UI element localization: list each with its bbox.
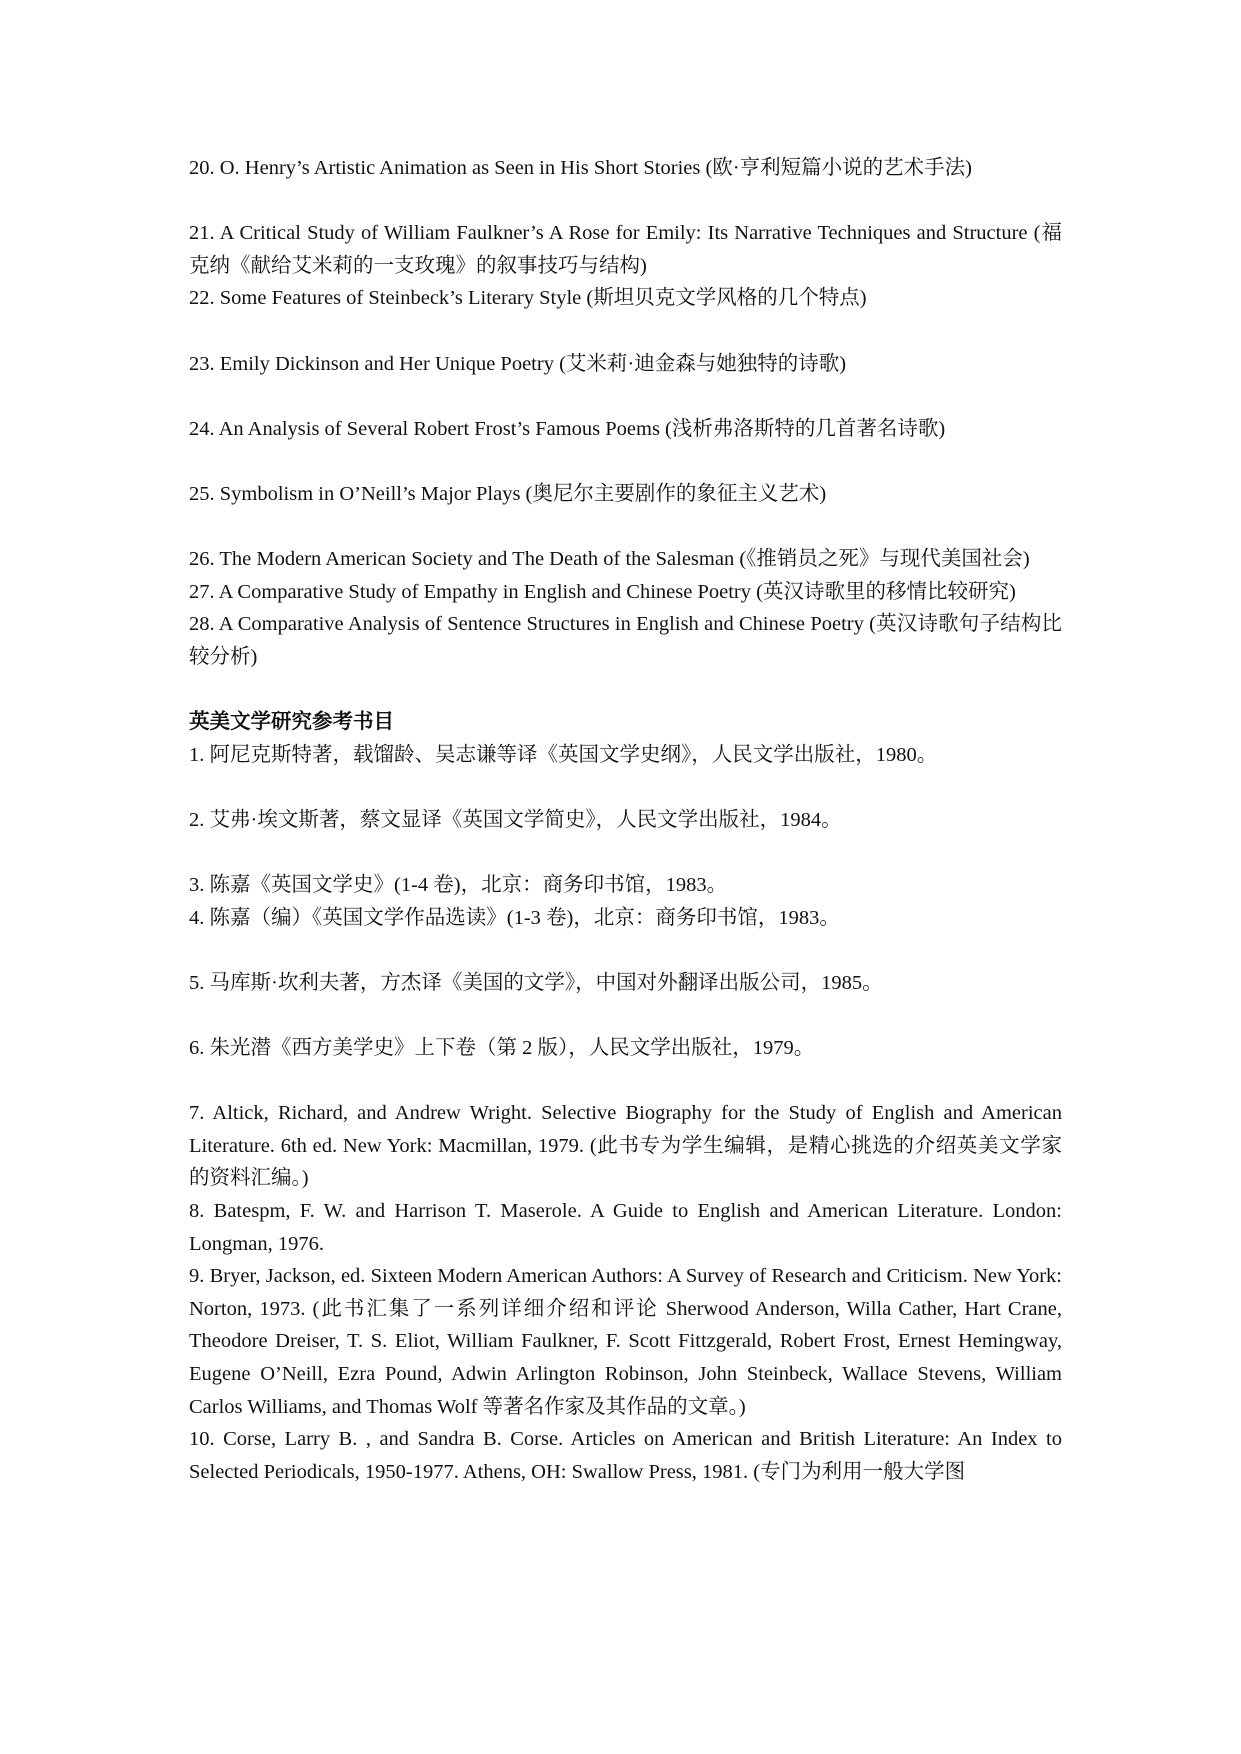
paragraph-gap [189, 999, 1062, 1032]
reference-list-heading: 英美文学研究参考书目 [189, 711, 394, 734]
paragraph-gap [189, 1065, 1062, 1098]
topic-item-22: 22. Some Features of Steinbeck’s Literary Style (斯坦贝克文学风格的几个特点) [189, 287, 867, 310]
reference-item-7: 7. Altick, Richard, and Andrew Wright. Selective Biography for the Study of English and American Literature. 6th ed. New York: Macmillan, 1979. (此书专为学生编辑，是精心挑选的介绍英美文学家的资料汇编。) [189, 1102, 1062, 1190]
topic-item-28: 28. A Comparative Analysis of Sentence Structures in English and Chinese Poetry (英汉诗歌句子结构比较分析) [189, 613, 1062, 668]
reference-item-6: 6. 朱光潜《西方美学史》上下卷（第 2 版），人民文学出版社，1979。 [189, 1037, 815, 1060]
paragraph-gap [189, 674, 1062, 707]
reference-item-2: 2. 艾弗·埃文斯著，蔡文显译《英国文学简史》，人民文学出版社，1984。 [189, 808, 842, 831]
paragraph-gap [189, 934, 1062, 967]
reference-item-1: 1. 阿尼克斯特著，载馏龄、吴志谦等译《英国文学史纲》，人民文学出版社，1980。 [189, 743, 938, 766]
topic-item-21: 21. A Critical Study of William Faulkner’s A Rose for Emily: Its Narrative Techniques and Structure (福克纳《献给艾米莉的一支玫瑰》的叙事技巧与结构) [189, 222, 1062, 277]
paragraph-gap [189, 445, 1062, 478]
paragraph-gap [189, 185, 1062, 218]
paragraph-gap [189, 771, 1062, 804]
reference-item-8: 8. Batespm, F. W. and Harrison T. Maserole. A Guide to English and American Literature. London: Longman, 1976. [189, 1200, 1062, 1255]
paragraph-gap [189, 380, 1062, 413]
reference-item-4: 4. 陈嘉（编）《英国文学作品选读》(1-3 卷)，北京：商务印书馆，1983。 [189, 906, 840, 929]
reference-item-3: 3. 陈嘉《英国文学史》(1-4 卷)，北京：商务印书馆，1983。 [189, 874, 728, 897]
topic-item-27: 27. A Comparative Study of Empathy in English and Chinese Poetry (英汉诗歌里的移情比较研究) [189, 580, 1016, 603]
reference-item-10: 10. Corse, Larry B. , and Sandra B. Corse. Articles on American and British Literature: An Index to Selected Periodicals, 1950-1977. Athens, OH: Swallow Press, 1981. (专门为利用一般大学图 [189, 1428, 1062, 1483]
reference-item-5: 5. 马库斯·坎利夫著，方杰译《美国的文学》，中国对外翻译出版公司，1985。 [189, 971, 883, 994]
topic-item-23: 23. Emily Dickinson and Her Unique Poetry (艾米莉·迪金森与她独特的诗歌) [189, 352, 847, 375]
topic-item-26: 26. The Modern American Society and The Death of the Salesman (《推销员之死》与现代美国社会) [189, 548, 1030, 571]
topic-item-25: 25. Symbolism in O’Neill’s Major Plays (奥尼尔主要剧作的象征主义艺术) [189, 482, 827, 505]
paragraph-gap [189, 511, 1062, 544]
topic-item-20: 20. O. Henry’s Artistic Animation as Seen in His Short Stories (欧·亨利短篇小说的艺术手法) [189, 157, 972, 179]
paragraph-gap [189, 836, 1062, 869]
document-body [189, 152, 1062, 1488]
topic-item-24: 24. An Analysis of Several Robert Frost’s Famous Poems (浅析弗洛斯特的几首著名诗歌) [189, 417, 946, 440]
paragraph-gap [189, 315, 1062, 348]
reference-item-9: 9. Bryer, Jackson, ed. Sixteen Modern American Authors: A Survey of Research and Criticism. New York: Norton, 1973. (此书汇集了一系列详细介绍和评论 Sherwood Anderson, Willa Cather, Hart Crane, Theodore Dreiser, T. S. Eliot, William Faulkner, F. Scott Fittzgerald, Robert Frost, Ernest Hemingway, Eugene O’Neill, Ezra Pound, Adwin Arlington Robinson, John Steinbeck, Wallace Stevens, William Carlos Williams, and Thomas Wolf 等著名作家及其作品的文章。) [189, 1265, 1062, 1418]
